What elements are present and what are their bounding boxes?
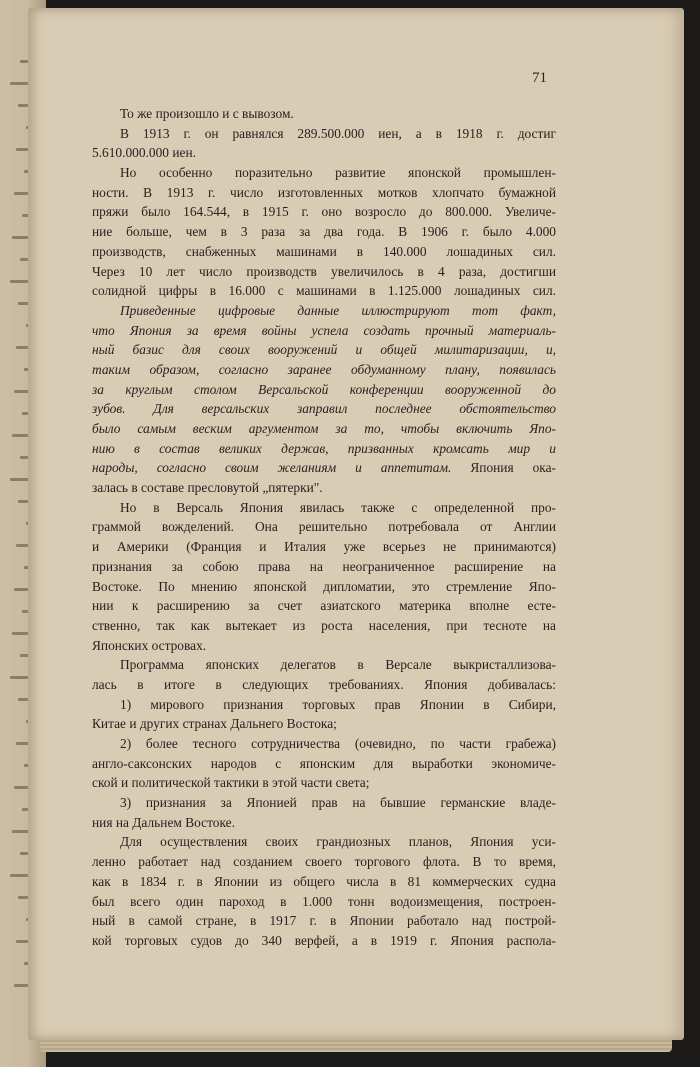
text-line: что Япония за время войны успела создать прочный материаль- xyxy=(92,322,556,338)
text-line: кой торговых судов до 340 верфей, а в 1919 г. Япония распола- xyxy=(92,932,556,948)
text-line: зубов. Для версальских заправил последнее обстоятельство xyxy=(92,401,556,417)
text-line: Японских островах. xyxy=(92,637,207,653)
text-line: 5.610.000.000 иен. xyxy=(92,145,196,161)
text-line: лась в итоге в следующих требованиях. Япония добивалась: xyxy=(92,676,556,692)
text-line: граммой вожделений. Она решительно потребовала от Англии xyxy=(92,519,556,535)
text-line: ской и политической тактики в этой части света; xyxy=(92,775,370,791)
text-line: признания за собою права на неограниченное расширение на xyxy=(92,558,556,574)
text-line: ния на Дальнем Востоке. xyxy=(92,814,235,830)
text-line: пряжи было 164.544, в 1915 г. оно возросло до 800.000. Увеличе- xyxy=(92,204,556,220)
text-line: Востоке. По мнению японской дипломатии, это стремление Япо- xyxy=(92,578,556,594)
text-line: То же произошло и с вывозом. xyxy=(120,106,294,121)
body-text xyxy=(92,104,556,951)
text-line: Но особенно поразительно развитие японской промышлен- xyxy=(120,165,556,181)
text-line: 3) признания за Японией прав на бывшие германские владе- xyxy=(120,795,556,811)
text-line: Программа японских делегатов в Версале выкристаллизова- xyxy=(120,657,556,673)
text-line: ственно, так как вытекает из роста населения, при тесноте на xyxy=(92,617,556,633)
text-line: Китае и других странах Дальнего Востока; xyxy=(92,716,337,732)
text-line: ный базис для своих вооружений и общей милитаризации, и, xyxy=(92,342,556,358)
text-line: ный в самой стране, в 1917 г. в Японии работало над построй- xyxy=(92,913,556,929)
text-line: и Америки (Франция и Италия уже всерьез не принимаются) xyxy=(92,539,556,555)
text-line: был всего один пароход в 1.000 тонн водоизмещения, построен- xyxy=(92,893,556,909)
text-line: Для осуществления своих грандиозных планов, Япония уси- xyxy=(120,834,556,850)
text-line: 1) мирового признания торговых прав Японии в Сибири, xyxy=(120,696,556,712)
text-line: нии к расширению за счет азиатского материка вполне есте- xyxy=(92,598,556,614)
text-line: нию в состав великих держав, призванных кромсать мир и xyxy=(92,440,556,456)
text-line: залась в составе пресловутой „пятерки". xyxy=(92,480,323,496)
page-number: 71 xyxy=(532,70,547,86)
text-line: ленно работает над созданием своего торгового флота. В то время, xyxy=(92,854,556,870)
text-line: англо-саксонских народов с японским для выработки экономиче- xyxy=(92,755,556,771)
text-line: народы, согласно своим желаниям и аппетитам. Япония ока- xyxy=(92,460,556,476)
text-line: за круглым столом Версальской конференции вооруженной до xyxy=(92,381,556,397)
text-line: ности. В 1913 г. число изготовленных мотков хлопчато бумажной xyxy=(92,184,556,200)
text-line: было самым веским аргументом за то, чтобы включить Япо- xyxy=(92,421,556,436)
text-line: таким образом, согласно заранее обдуманному плану, появилась xyxy=(92,361,556,377)
text-line: как в 1834 г. в Японии из общего числа в 81 коммерческих судна xyxy=(92,873,556,889)
text-line: В 1913 г. он равнялся 289.500.000 иен, а в 1918 г. достиг xyxy=(120,125,556,141)
text-line: Но в Версаль Япония явилась также с определенной про- xyxy=(120,499,556,515)
text-line: ние больше, чем в 3 раза за два года. В 1906 г. было 4.000 xyxy=(92,224,556,240)
text-line: Приведенные цифровые данные иллюстрируют тот факт, xyxy=(120,302,556,318)
text-line: 2) более тесного сотрудничества (очевидно, по части грабежа) xyxy=(120,736,556,751)
text-line: солидной цифры в 16.000 с машинами в 1.125.000 лошадиных сил. xyxy=(92,283,556,299)
text-line: производств, снабженных машинами в 140.000 лошадиных сил. xyxy=(92,243,556,259)
text-line: Через 10 лет число производств увеличилось в 4 раза, достигши xyxy=(92,263,556,279)
